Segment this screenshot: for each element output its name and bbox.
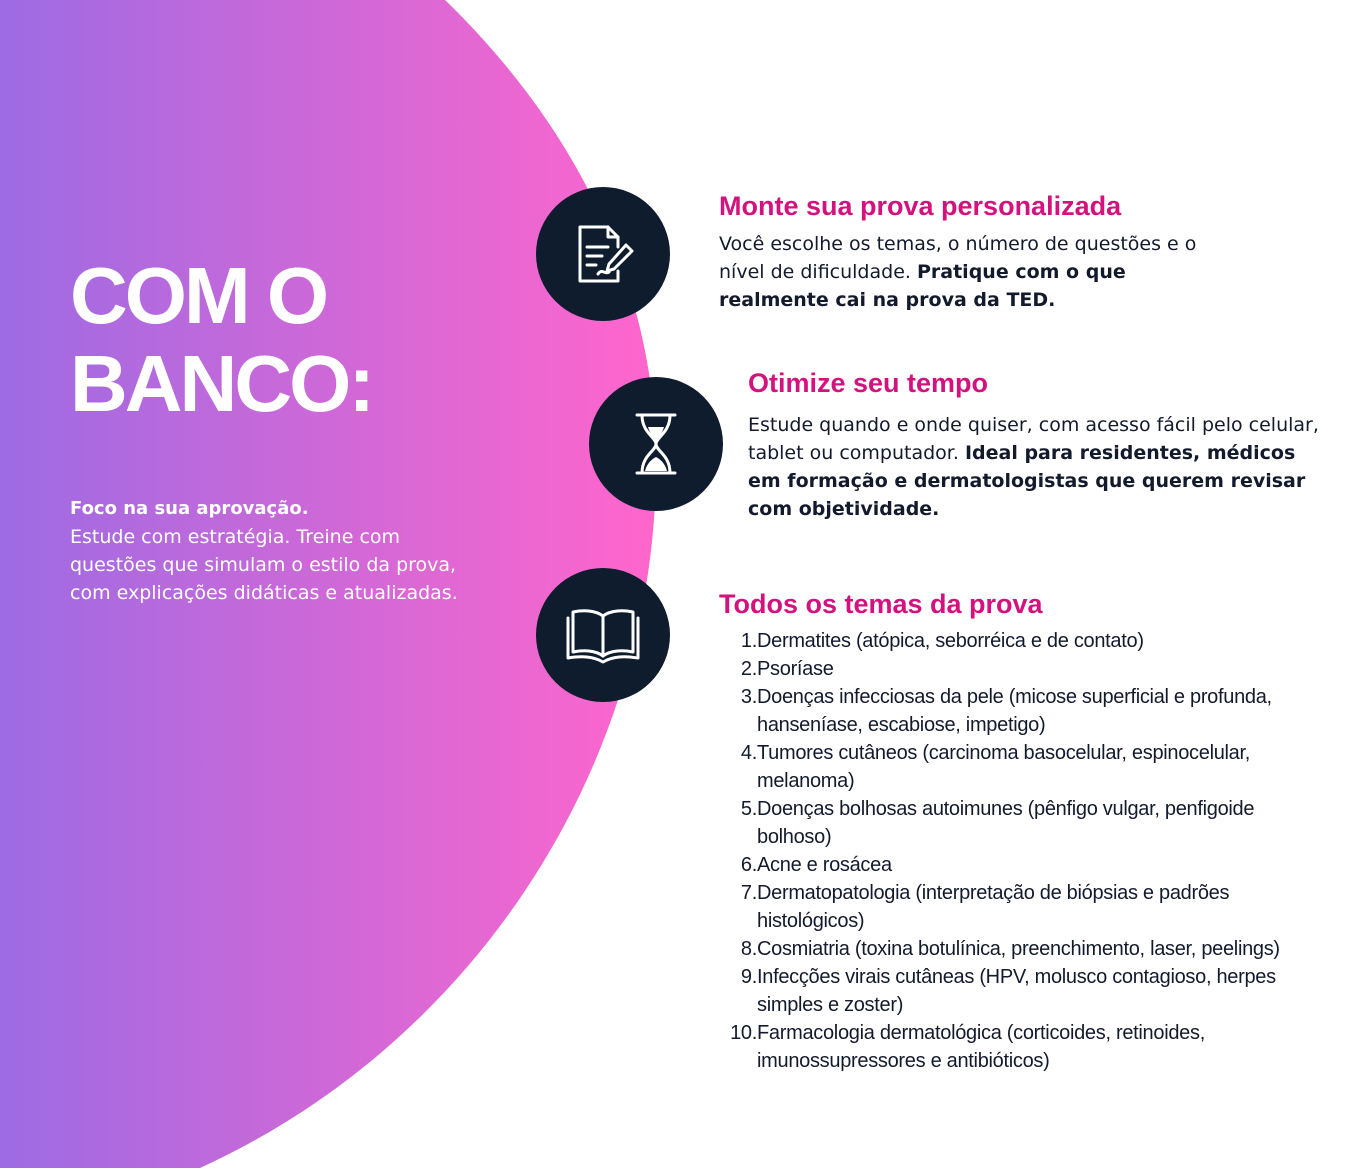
topic-item [720,683,1280,739]
feature-title-all-topics: Todos os temas da prova [719,589,1043,619]
topic-number: 9. [740,966,757,988]
topic-text: Doenças bolhosas autoimunes (pênfigo vulgar, penfigoide bolhoso) [757,798,1255,848]
topic-text: Acne e rosácea [757,854,892,876]
topic-number: 3. [740,686,757,708]
topic-item [720,627,1280,655]
topic-item [720,879,1280,935]
hero-intro-lead: Foco na sua aprovação. [70,498,309,519]
hourglass-icon [621,409,691,479]
feature-icon-circle-1 [536,187,670,321]
topics-list [720,627,1280,1075]
topic-item [720,655,1280,683]
hero-heading-line2: BANCO: [70,339,372,428]
topic-item [720,963,1280,1019]
feature-text-bold: Ideal para residentes, médicos em formação e dermatologistas que querem revisar com objetividade. [748,442,1306,520]
open-book-icon [565,604,641,666]
topic-item [720,935,1280,963]
topic-text: Dermatites (atópica, seborréica e de contato) [757,630,1144,652]
topic-item [720,795,1280,851]
topic-number: 8. [740,938,757,960]
feature-text-optimize-time [748,411,1328,523]
feature-icon-circle-3 [536,568,670,702]
feature-title-optimize-time: Otimize seu tempo [748,368,989,398]
hero-heading [70,252,372,428]
topic-number: 7. [740,882,757,904]
topic-text: Tumores cutâneos (carcinoma basocelular, espinocelular, melanoma) [757,742,1251,792]
topic-number: 4. [740,742,757,764]
topic-number: 6. [740,854,757,876]
topic-text: Psoríase [757,658,834,680]
feature-text-regular: Você escolhe os temas, o número de questões e o nível de dificuldade. [719,233,1197,283]
topic-text: Doenças infecciosas da pele (micose superficial e profunda, hanseníase, escabiose, impetigo) [757,686,1272,736]
feature-title-custom-exam: Monte sua prova personalizada [719,191,1122,221]
topic-text: Infecções virais cutâneas (HPV, molusco contagioso, herpes simples e zoster) [757,966,1276,1016]
topic-number: 5. [740,798,757,820]
hero-heading-line1: COM O [70,251,327,340]
feature-text-custom-exam [719,230,1239,314]
topic-text: Dermatopatologia (interpretação de biópsias e padrões histológicos) [757,882,1230,932]
topic-item [720,739,1280,795]
feature-text-bold: Pratique com o que realmente cai na prova da TED. [719,261,1126,311]
hero-intro-body: Estude com estratégia. Treine com questões que simulam o estilo da prova, com explicações didáticas e atualizadas. [70,526,458,604]
topic-number: 1. [740,630,757,652]
topic-item [720,851,1280,879]
topic-item [720,1019,1280,1075]
topic-number: 10. [730,1022,757,1044]
feature-text-regular: Estude quando e onde quiser, com acesso fácil pelo celular, tablet ou computador. [748,414,1319,464]
hero-intro [70,495,470,607]
document-edit-icon [568,219,638,289]
feature-icon-circle-2 [589,377,723,511]
topic-number: 2. [740,658,757,680]
topic-text: Farmacologia dermatológica (corticoides, retinoides, imunossupressores e antibióticos) [757,1022,1205,1072]
topic-text: Cosmiatria (toxina botulínica, preenchimento, laser, peelings) [757,938,1280,960]
